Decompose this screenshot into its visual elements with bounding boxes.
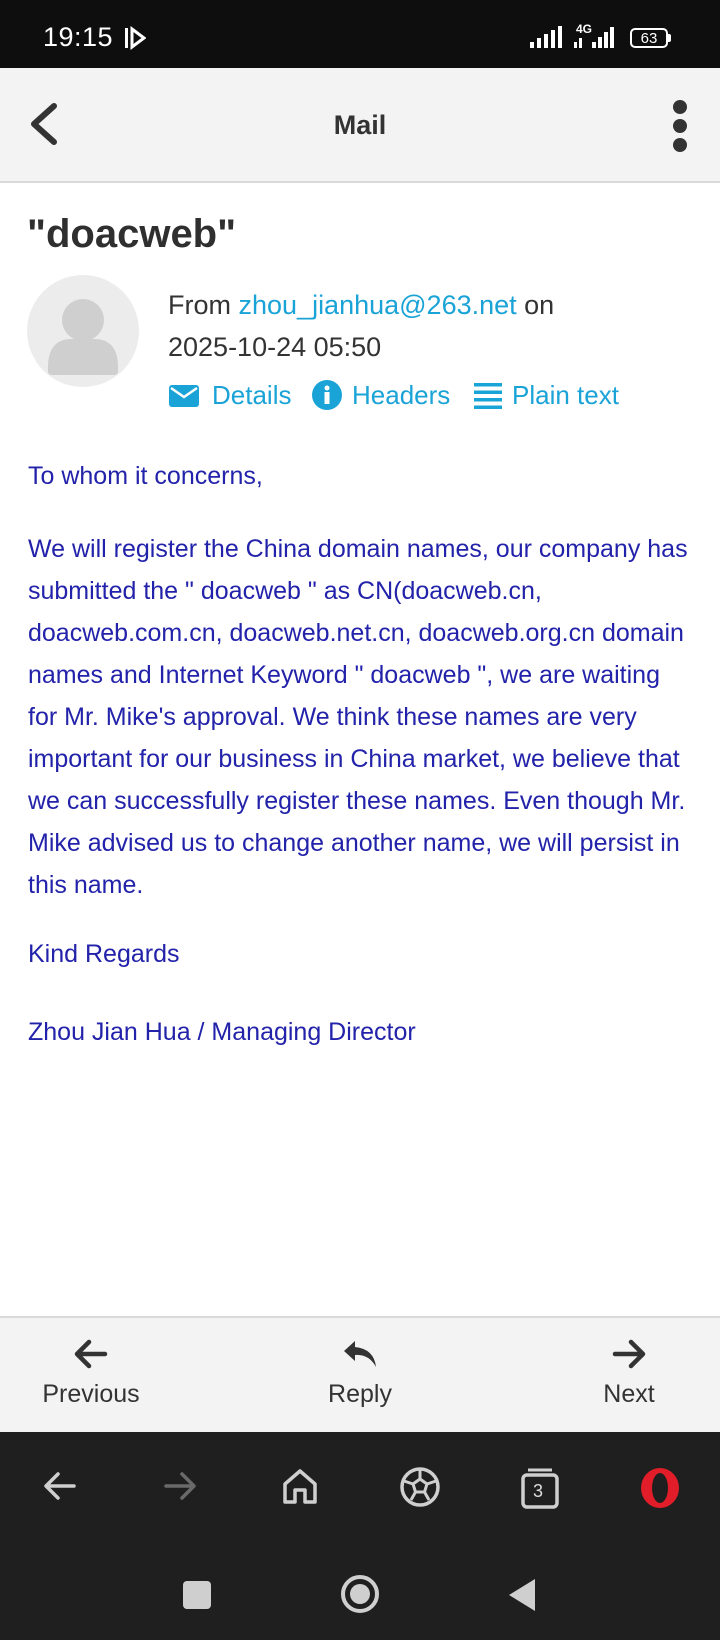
browser-tabs-button[interactable]: [520, 1466, 560, 1515]
mail-date: 2025-10-24 05:50: [168, 332, 382, 362]
mail-navigation: [0, 1316, 720, 1432]
avatar: [27, 275, 139, 387]
more-options-button[interactable]: [660, 98, 700, 154]
previous-button[interactable]: [11, 1338, 171, 1409]
signal-icon: [529, 26, 565, 55]
arrow-right-icon: [160, 1466, 200, 1506]
circle-icon: [339, 1573, 381, 1615]
body-signature: Zhou Jian Hua / Managing Director: [28, 1018, 416, 1046]
body-regards: Kind Regards: [28, 940, 180, 968]
system-navigation: [0, 1548, 720, 1640]
from-prefix: From: [168, 290, 239, 320]
headers-label: Headers: [352, 380, 451, 410]
browser-speed-dial-button[interactable]: [399, 1466, 441, 1513]
browser-forward-button[interactable]: [160, 1466, 200, 1511]
battery-icon: [630, 28, 672, 50]
home-icon: [280, 1466, 320, 1506]
media-icon: [124, 26, 146, 55]
next-label: Next: [603, 1380, 655, 1408]
browser-bar: [0, 1432, 720, 1548]
tab-count: 3: [533, 1481, 544, 1501]
square-icon: [182, 1580, 212, 1610]
app-bar: [0, 68, 720, 183]
from-line: [168, 284, 688, 368]
body-paragraph: We will register the China domain names, our company has submitted the " doacweb " as CN(doacweb.cn, doacweb.com.cn, doacweb.net.cn, doacweb.org.cn domain names and Internet Keyword " doacweb ", we are waiting for Mr. Mike's approval. We think these names are very important for our business in China market, we believe that we can successfully register these names. Even though Mr. Mike advised us to change another name, we will persist in this name.: [28, 535, 688, 899]
reply-button[interactable]: [280, 1338, 440, 1409]
details-label: Details: [212, 380, 292, 410]
status-bar: [0, 0, 720, 68]
body-greeting: To whom it concerns,: [28, 462, 263, 490]
browser-home-button[interactable]: [280, 1466, 320, 1511]
arrow-left-icon: [40, 1466, 80, 1506]
back-system-button[interactable]: [507, 1577, 537, 1618]
sender-email-link[interactable]: zhou_jianhua@263.net: [238, 290, 517, 320]
network-label: 4G: [576, 22, 593, 36]
arrow-left-icon: [73, 1338, 109, 1370]
from-suffix: on: [516, 290, 555, 320]
next-button[interactable]: [549, 1338, 709, 1409]
envelope-icon: [168, 382, 200, 410]
triangle-back-icon: [507, 1577, 537, 1613]
arrow-right-icon: [611, 1338, 647, 1370]
recents-button[interactable]: [182, 1580, 212, 1615]
status-time: 19:15: [43, 22, 114, 52]
lines-icon: [474, 381, 502, 411]
mail-subject: "doacweb": [27, 212, 237, 256]
opera-logo-icon: [638, 1466, 682, 1510]
more-vertical-icon: [660, 98, 700, 154]
home-system-button[interactable]: [339, 1573, 381, 1620]
opera-menu-button[interactable]: [638, 1466, 682, 1515]
soccer-ball-icon: [399, 1466, 441, 1508]
plain-text-label: Plain text: [512, 380, 619, 410]
info-icon: [311, 379, 343, 411]
reply-icon: [341, 1338, 379, 1370]
reply-label: Reply: [328, 1380, 392, 1408]
browser-back-button[interactable]: [40, 1466, 80, 1511]
previous-label: Previous: [42, 1380, 140, 1408]
battery-level: 63: [630, 28, 668, 48]
page-title: Mail: [333, 110, 387, 140]
user-icon: [27, 275, 139, 387]
